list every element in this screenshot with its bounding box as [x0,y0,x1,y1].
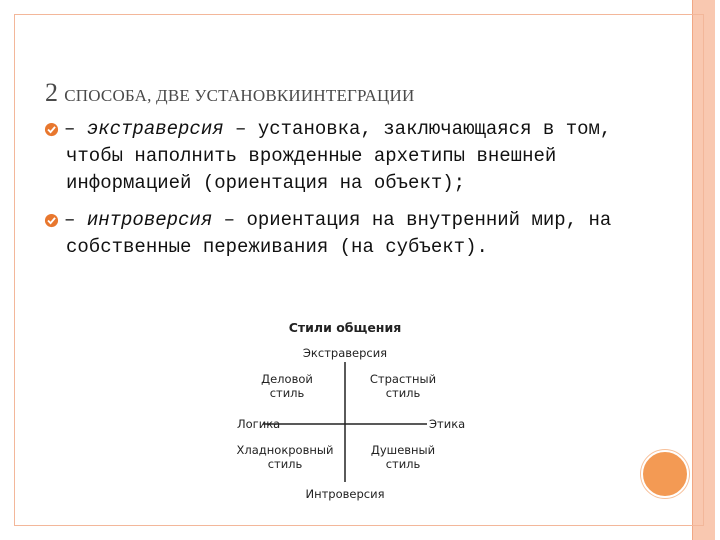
quadrant-top-right: Страстный стиль [369,372,437,400]
bullet-continuation: собственные переживания (на субъект). [66,236,488,258]
axis-label-left: Логика [237,417,281,431]
bullet-text: – установка, заключающаяся в том, [223,118,612,140]
quadrant-bottom-left: Хладнокровный стиль [236,443,334,471]
diagram-title: Стили общения [288,320,402,335]
bullet-prefix: – [64,118,87,140]
axis-label-bottom: Интроверсия [305,487,385,501]
communication-styles-diagram [225,310,465,510]
bullet-term: экстраверсия [86,118,224,140]
orange-circle-icon [641,450,689,498]
axis-label-right: Этика [429,417,466,431]
axis-label-top: Экстраверсия [302,346,388,360]
quadrant-bottom-right: Душевный стиль [370,443,436,471]
bullet-prefix: – [64,209,87,231]
bullet-continuation: чтобы наполнить врожденные архетипы внешней информацией (ориентация на объект); [66,145,557,194]
orange-bullet-icon [44,122,59,137]
title-text: СПОСОБА, ДВЕ УСТАНОВКИИНТЕГРАЦИИ [64,86,415,105]
diagram-axes [225,310,465,510]
bullet-term: интроверсия [86,209,213,231]
orange-bullet-icon [44,213,59,228]
quadrant-top-left: Деловой стиль [261,372,313,400]
bullet-text: – ориентация на внутренний мир, на [212,209,612,231]
slide-title [45,78,414,108]
title-number: 2 [45,78,59,107]
